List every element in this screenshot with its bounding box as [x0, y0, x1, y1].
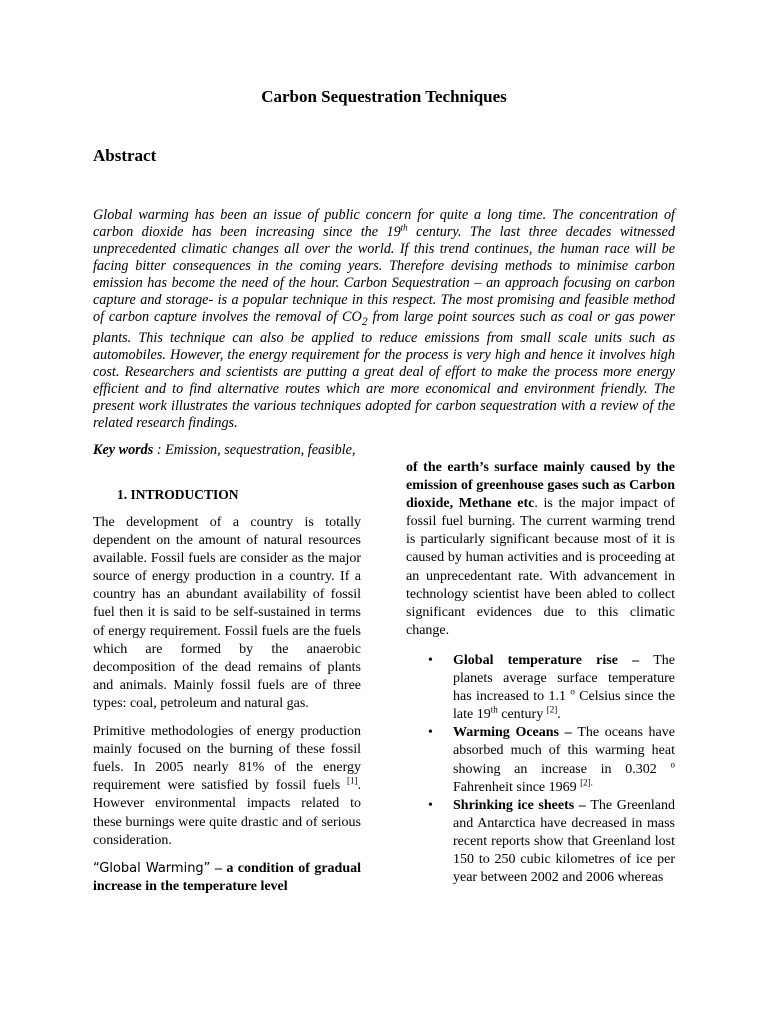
bullet-dot: •: [428, 652, 433, 668]
bullet-label: Warming Oceans: [453, 725, 560, 741]
bullet-dash: –: [574, 797, 591, 813]
intro-paragraph-3: [93, 860, 361, 896]
bullet-text: The planets average surface temperature has increased to 1.1: [453, 652, 675, 705]
abstract-text-3: from large point sources such as coal or gas power plants. This technique can also be applied to reduce emissions from small scale units such as automobiles. However, the energy requirement for the process is very high and hence it involves high cost. Researchers and scientists are putting a great deal of effort to make the process more energy efficient and to find alternative routes which are more economical and environment friendly. The present work illustrates the various techniques adopted for carbon sequestration with a review of the related research findings.: [93, 309, 675, 432]
bullet-dash: –: [617, 652, 654, 668]
abstract-sub: 2: [361, 314, 368, 329]
bullet-text: The oceans have absorbed much of this warming heat showing an increase in 0.302: [453, 725, 675, 777]
keywords-label: Key words: [93, 442, 154, 458]
intro-paragraph-2: [93, 723, 361, 850]
bullet-text: Fahrenheit since 1969: [453, 779, 581, 795]
section-heading-introduction: 1. INTRODUCTION: [117, 487, 239, 502]
bullet-item-oceans: [406, 724, 675, 796]
abstract-sup: th: [400, 222, 408, 233]
degree-sup: o: [570, 686, 575, 697]
right-paragraph-1: [406, 459, 675, 640]
right-column: [406, 459, 675, 887]
bullet-list: [406, 652, 675, 887]
bullet-label: Global temperature rise: [453, 652, 618, 668]
global-warming-quote: “Global Warming”: [93, 860, 211, 876]
bullet-text: Celsius since the late 19: [453, 689, 675, 723]
left-column: [93, 514, 361, 906]
bullet-dot: •: [428, 725, 433, 741]
bullet-dot: •: [428, 797, 433, 813]
intro-p2-text-2: . However environmental impacts related to these burnings were quite drastic and of serious consideration.: [93, 778, 361, 848]
ordinal-sup: th: [490, 704, 498, 715]
reference-sup: [2]: [546, 704, 558, 715]
right-p1-text: . is the major impact of fossil fuel burning. The current warming trend is particularly significant because most of it is caused by human activities and is proceeding at an unprecedentant rate. With advancement in technology scientist have been abled to collect significant evidences due to this climatic change.: [406, 496, 676, 638]
keywords-text: : Emission, sequestration, feasible,: [153, 442, 356, 458]
intro-p2-text-1: Primitive methodologies of energy production mainly focused on the burning of these fossil fuels. In 2005 nearly 81% of the energy requirement were satisfied by fossil fuels: [93, 724, 361, 794]
degree-sup: o: [670, 758, 675, 769]
bullet-label: Shrinking ice sheets: [453, 797, 575, 813]
bullet-text: .: [557, 707, 561, 723]
intro-p2-ref: [1]: [347, 775, 358, 786]
paper-title: Carbon Sequestration Techniques: [261, 87, 507, 106]
abstract-body: [93, 207, 675, 432]
abstract-heading: Abstract: [93, 146, 157, 165]
keywords: [93, 442, 355, 459]
bullet-item-temperature: [406, 652, 675, 724]
abstract-text-1: Global warming has been an issue of public concern for quite a long time. The concentration of carbon dioxide has been increasing since the 19: [93, 207, 675, 241]
bullet-dash: –: [559, 725, 578, 741]
right-p1-bold: of the earth’s surface mainly caused by the emission of greenhouse gases such as Carbon dioxide, Methane etc: [406, 460, 675, 512]
reference-sup: [2].: [580, 776, 593, 787]
intro-p3-bold: – a condition of gradual increase in the temperature level: [93, 860, 362, 894]
bullet-text: century: [497, 707, 547, 723]
bullet-text: The Greenland and Antarctica have decreased in mass recent reports show that Greenland lost 150 to 250 cubic kilometres of ice per year between 2002 and 2006 whereas: [453, 797, 676, 886]
intro-paragraph-1: The development of a country is totally dependent on the amount of natural resources available. Fossil fuels are consider as the major source of energy production in a country. If a country has an abundant availability of fossil fuel then it is said to be self-sustained in terms of energy requirement. Fossil fuels are the fuels which are formed by the anaerobic decomposition of the dead remains of plants and animals. Mainly fossil fuels are of three types: coal, petroleum and natural gas.: [93, 515, 361, 711]
bullet-item-ice-sheets: [406, 797, 675, 887]
abstract-text-2: century. The last three decades witnessed unprecedented climatic changes all over the world. If this trend continues, the human race will be facing bitter consequences in the coming years. Therefore devising methods to minimise carbon emission has become the need of the hour. Carbon Sequestration – an approach focusing on carbon capture and storage- is a popular technique in this respect. The most promising and feasible method of carbon capture involves the removal of CO: [93, 224, 675, 326]
